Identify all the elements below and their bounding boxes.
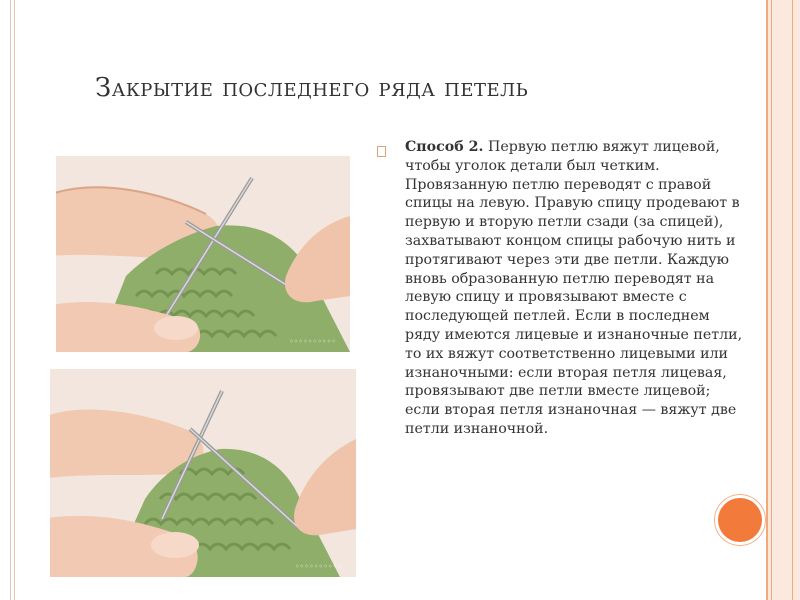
decorative-line (771, 0, 772, 600)
decorative-line (792, 0, 793, 600)
photo-watermark: ◦◦◦◦◦◦◦◦◦◦ (294, 562, 342, 571)
knitting-photo-1 (56, 156, 350, 352)
method-description (405, 138, 745, 439)
decorative-circle (718, 498, 762, 542)
slide-title: Закрытие последнего ряда петель (95, 73, 529, 103)
knitting-photo-2 (50, 369, 356, 577)
decorative-line (766, 0, 768, 600)
method-text: Первую петлю вяжут лицевой, чтобы уголок детали был четким. Провязанную петлю переводят с правой спицы на левую. Правую спицу продевают в первую и вторую петли сзади (за спицей), захватывают концом спицы рабочую нить и протягивают через эти две петли. Каждую вновь образованную петлю переводят на левую спицу и провязывают вместе с последующей петлей. Если в последнем ряду имеются лицевые и изнаночные петли, то их вяжут соответственно лицевыми или изнаночными: если вторая петля лицевая, провязывают две петли вместе лицевой; если вторая петля изнаночная — вяжут две петли изнаночной. (405, 139, 743, 437)
frame-line (14, 0, 15, 600)
method-label: Способ 2. (405, 139, 484, 155)
frame-line (10, 0, 11, 600)
bullet-icon (377, 146, 386, 157)
photo-watermark: ◦◦◦◦◦◦◦◦◦◦ (288, 337, 336, 346)
